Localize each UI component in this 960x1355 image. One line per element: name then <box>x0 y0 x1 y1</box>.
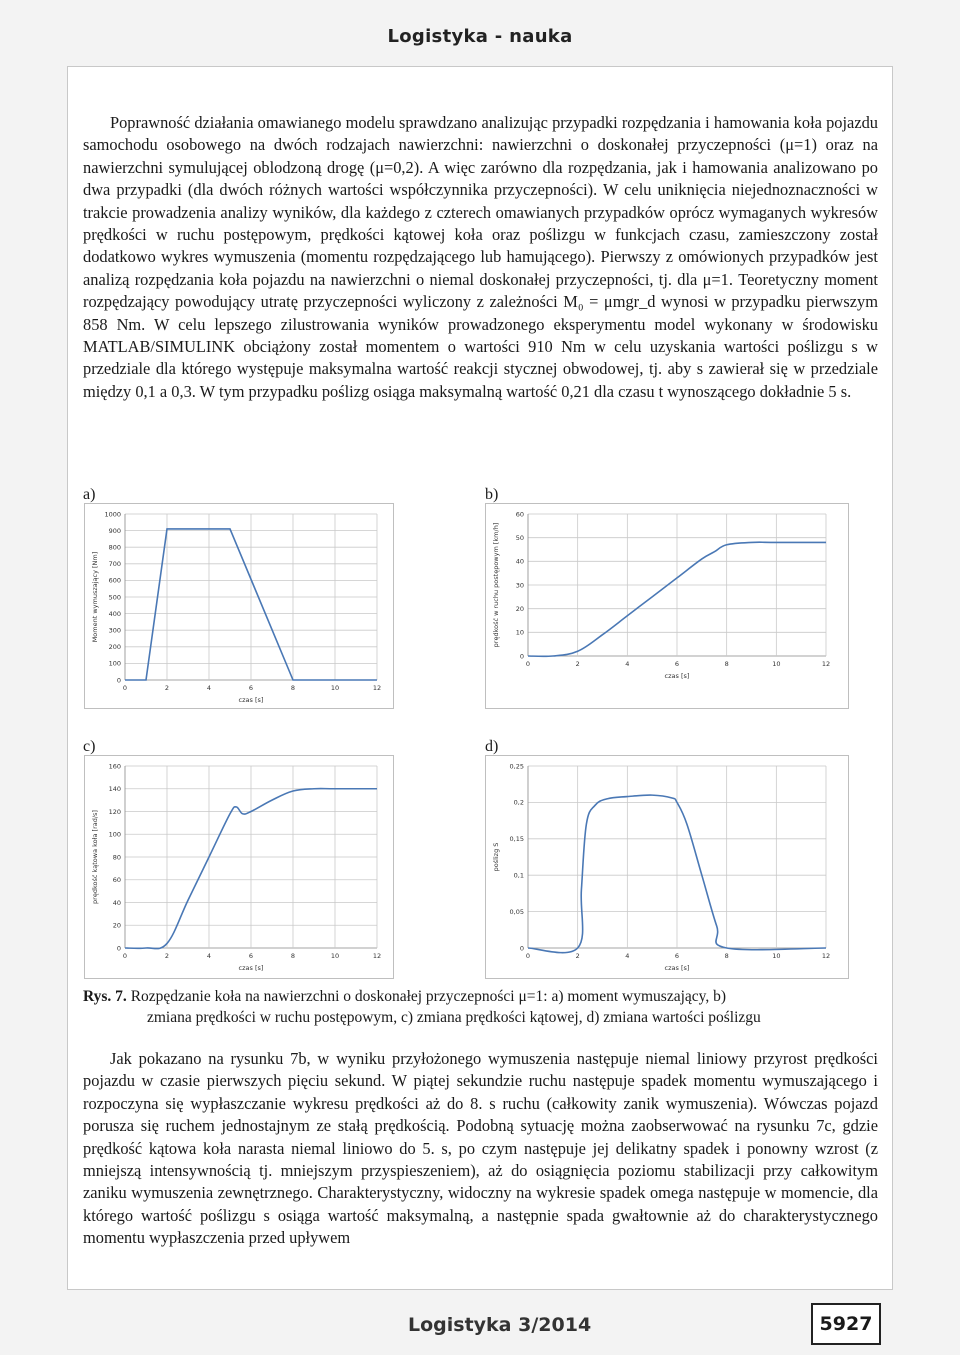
caption-line-2: zmiana prędkości w ruchu postępowym, c) zmiana prędkości kątowej, d) zmiana wartości poślizgu <box>147 1009 761 1026</box>
chart-b-xtick-label: 2 <box>575 660 580 668</box>
panel-label-b: b) <box>485 486 499 503</box>
chart-a-xtick-label: 4 <box>206 684 212 692</box>
chart-d-ytick-label: 0 <box>519 944 524 953</box>
chart-c-ytick-label: 20 <box>112 921 121 930</box>
figure-caption <box>83 986 883 1028</box>
chart-b-ytick-label: 50 <box>515 533 524 542</box>
chart-c-ytick-label: 0 <box>116 944 121 953</box>
chart-b-ytick-label: 30 <box>515 581 524 590</box>
chart-d-xtick-label: 6 <box>674 952 680 960</box>
body-paragraph-bottom <box>83 1048 878 1250</box>
chart-b-xtick-label: 10 <box>772 660 781 668</box>
panel-label-d: d) <box>485 738 499 755</box>
caption-line-1: Rozpędzanie koła na nawierzchni o doskonałej przyczepności μ=1: a) moment wymuszający, b) <box>130 988 727 1005</box>
chart-d-ytick-label: 0,2 <box>513 798 524 807</box>
chart-c-ytick-label: 140 <box>108 785 121 794</box>
chart-c-ylabel: prędkość kątowa koła [rad/s] <box>91 810 99 904</box>
chart-c-ytick-label: 80 <box>112 853 121 862</box>
chart-a-ytick-label: 100 <box>108 659 121 668</box>
chart-a-moment <box>84 503 394 709</box>
chart-b-ytick-label: 0 <box>519 652 524 661</box>
chart-a-xlabel: czas [s] <box>238 696 264 704</box>
chart-a-ytick-label: 600 <box>108 576 121 585</box>
chart-a-ytick-label: 300 <box>108 626 121 635</box>
chart-c-xtick-label: 0 <box>122 952 128 960</box>
panel-label-c: c) <box>83 738 96 755</box>
caption-prefix: Rys. 7. <box>83 988 127 1005</box>
chart-b-xtick-label: 4 <box>625 660 630 668</box>
chart-d-xtick-label: 4 <box>625 952 630 960</box>
chart-d-ylabel: poślizg S <box>492 842 500 872</box>
chart-c-xtick-label: 6 <box>248 952 254 960</box>
chart-b-xtick-label: 12 <box>821 660 831 668</box>
chart-d-svg <box>486 756 848 978</box>
chart-c-angular-velocity <box>84 755 394 979</box>
chart-b-ylabel: prędkość w ruchu postępowym [km/h] <box>492 522 500 648</box>
chart-d-slip <box>485 755 849 979</box>
chart-b-ytick-label: 40 <box>515 557 524 566</box>
paragraph-2: Jak pokazano na rysunku 7b, w wyniku przyłożonego wymuszenia następuje niemal liniowy przyrost prędkości pojazdu w czasie pierwszych pięciu sekund. W piątej sekundzie ruchu następuje spadek momentu wymuszającego i rozpoczyna się wypłaszczanie wykresu prędkości aż do 8. s ruchu (całkowity zanik wymuszenia). Wówczas pojazd porusza się ruchem jednostajnym ze stałą prędkością. Podobną sytuację można zaobserwować na rysunku 7c, gdzie prędkość kątowa koła narasta niemal liniowo do 5. s, po czym następuje jej delikatny spadek i ponowny wzrost (z mniejszą intensywnością tj. mniejszym przyspieszeniem), aż do osiągnięcia poziomu stabilizacji przy całkowitym zaniku wymuszenia zewnętrznego. Charakterystyczny, widoczny na wykresie spadek omega następuje w momencie, dla którego wartość poślizgu s osiąga wartość maksymalną, a następnie spada gwałtownie aż do charakterystycznego momentu wypłaszczenia przed upływem <box>83 1049 878 1248</box>
chart-b-ytick-label: 10 <box>515 628 524 637</box>
chart-b-xlabel: czas [s] <box>664 672 690 680</box>
chart-c-xtick-label: 4 <box>206 952 212 960</box>
chart-c-xtick-label: 10 <box>330 952 340 960</box>
chart-b-ytick-label: 20 <box>515 604 524 613</box>
page-number: 5927 <box>819 1313 873 1335</box>
chart-a-xtick-label: 6 <box>248 684 254 692</box>
chart-b-xtick-label: 0 <box>525 660 531 668</box>
chart-a-xtick-label: 2 <box>164 684 170 692</box>
chart-c-ytick-label: 100 <box>108 830 121 839</box>
chart-a-ytick-label: 700 <box>108 560 121 569</box>
chart-a-ytick-label: 200 <box>108 643 121 652</box>
chart-c-xtick-label: 12 <box>372 952 382 960</box>
chart-b-ytick-label: 60 <box>515 510 524 519</box>
chart-a-ytick-label: 400 <box>108 609 121 618</box>
chart-b-svg <box>486 504 848 708</box>
chart-d-ytick-label: 0,25 <box>509 762 524 771</box>
chart-b-velocity <box>485 503 849 709</box>
chart-d-xtick-label: 10 <box>772 952 781 960</box>
page-number-box <box>811 1303 881 1345</box>
chart-c-xtick-label: 2 <box>164 952 170 960</box>
chart-a-ytick-label: 1000 <box>104 510 121 519</box>
chart-b-xtick-label: 8 <box>724 660 729 668</box>
chart-a-xtick-label: 8 <box>290 684 296 692</box>
panel-label-a: a) <box>83 486 96 503</box>
chart-a-ytick-label: 500 <box>108 593 121 602</box>
chart-c-ytick-label: 160 <box>108 762 121 771</box>
chart-c-ytick-label: 40 <box>112 898 121 907</box>
chart-a-xtick-label: 10 <box>330 684 340 692</box>
chart-d-xtick-label: 2 <box>575 952 580 960</box>
chart-a-ytick-label: 900 <box>108 526 121 535</box>
chart-b-xtick-label: 6 <box>674 660 680 668</box>
chart-a-ytick-label: 0 <box>116 676 121 685</box>
chart-d-ytick-label: 0,15 <box>509 835 524 844</box>
chart-d-xtick-label: 8 <box>724 952 729 960</box>
running-header: Logistyka - nauka <box>387 26 573 47</box>
chart-a-ylabel: Moment wymuszający [Nm] <box>91 551 99 643</box>
chart-d-xlabel: czas [s] <box>664 964 690 972</box>
chart-a-xtick-label: 12 <box>372 684 382 692</box>
chart-c-ytick-label: 60 <box>112 876 121 885</box>
chart-d-xtick-label: 12 <box>821 952 831 960</box>
chart-c-ytick-label: 120 <box>108 807 121 816</box>
chart-a-xtick-label: 0 <box>122 684 128 692</box>
chart-d-xtick-label: 0 <box>525 952 531 960</box>
body-paragraph-top <box>83 112 878 403</box>
chart-c-xlabel: czas [s] <box>238 964 264 972</box>
chart-d-ytick-label: 0,05 <box>509 907 524 916</box>
chart-c-xtick-label: 8 <box>290 952 296 960</box>
chart-d-ytick-label: 0,1 <box>513 871 524 880</box>
chart-c-svg <box>85 756 393 978</box>
chart-a-ytick-label: 800 <box>108 543 121 552</box>
chart-a-svg <box>85 504 393 708</box>
paragraph-1: Poprawność działania omawianego modelu sprawdzano analizując przypadki rozpędzania i hamowania koła pojazdu samochodu osobowego na dwóch rodzajach nawierzchni: nawierzchni o doskonałej przyczepności (μ=1) oraz na nawierzchni symulującej oblodzoną drogę (μ=0,2). A więc zarówno dla rozpędzania, jak i hamowania analizowano po dwa przypadki (dla dwóch różnych wartości współczynnika przyczepności). W celu uniknięcia niejednoznaczności w trakcie prowadzenia analizy wyników, dla każdego z czterech omawianych przypadków oprócz wymaganych wykresów prędkości w ruchu postępowym, prędkości kątowej koła oraz poślizgu w funkcjach czasu, zamieszczony został dodatkowo wykres wymuszenia (momentu rozpędzającego lub hamującego). Pierwszy z omówionych przypadków jest analizą rozpędzania koła pojazdu na nawierzchni o niemal doskonałej przyczepności, tj. dla μ=1. Teoretyczny moment rozpędzający powodujący utratę przyczepności wyliczony z zależności M₀ = μmgr_d wynosi w przypadku pierwszym 858 Nm. W celu lepszego zilustrowania wyników prowadzonego eksperymentu model wykonany w środowisku MATLAB/SIMULINK obciążony został momentem o wartości 910 Nm w celu uzyskania wartości poślizgu s w przedziale dla którego występuje maksymalna wartość reakcji stycznej obwodowej, tj. aby s zawierał się w przedziale między 0,1 a 0,3. W tym przypadku poślizg osiąga maksymalną wartość 0,21 dla czasu t wynoszącego dokładnie 5 s. <box>83 113 878 401</box>
footer-journal: Logistyka 3/2014 <box>408 1314 592 1336</box>
